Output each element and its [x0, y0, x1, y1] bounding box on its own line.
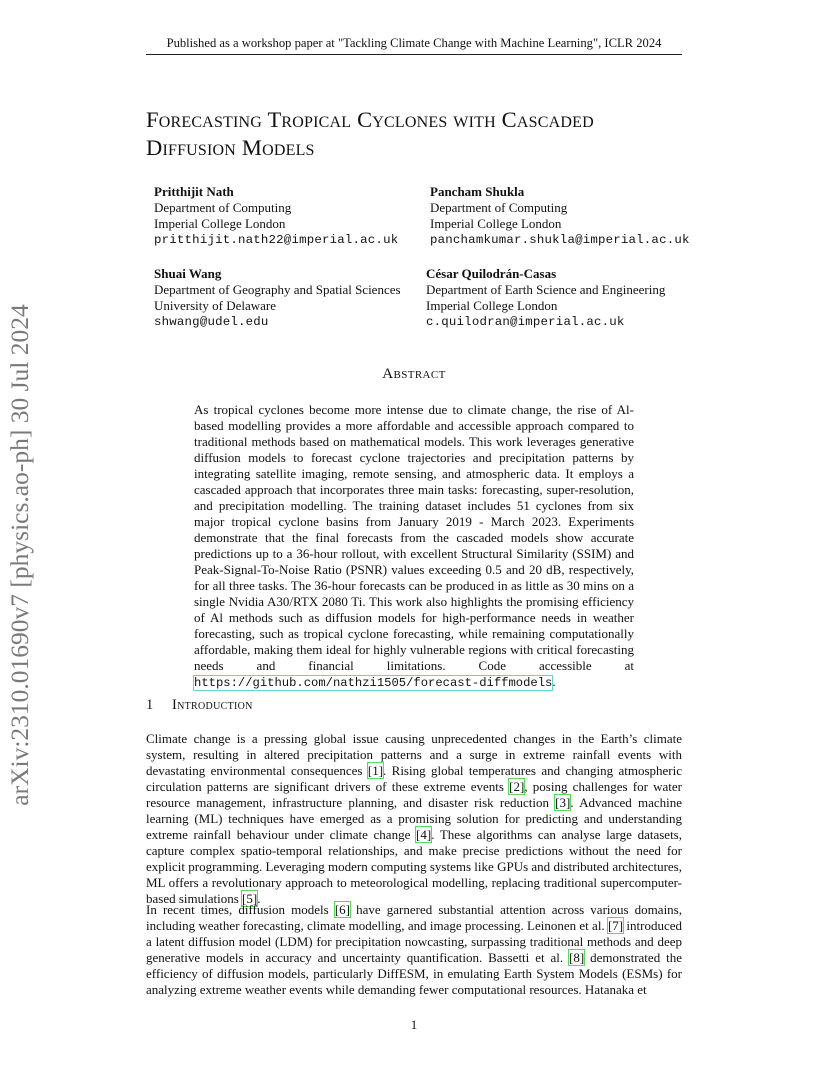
- text-run: have garnered substantial attention across various domains, including weather forecasting, climate modelling, and image processing. Leinonen et al.: [146, 902, 682, 933]
- author-email: pritthijit.nath22@imperial.ac.uk: [154, 233, 399, 247]
- author-name: Pancham Shukla: [430, 184, 525, 199]
- author-name: César Quilodrán-Casas: [426, 266, 557, 281]
- author-block: [430, 184, 690, 248]
- text-run: Climate change is a pressing global issue causing unprecedented changes in the Earth’s climate system, resulting in altered precipitation patterns and a surge in extreme rainfall events with devastating environmental consequences: [146, 731, 682, 778]
- citation-link[interactable]: [7]: [607, 918, 624, 933]
- title-line-2: Diffusion Models: [146, 135, 315, 160]
- abstract-end: .: [552, 674, 556, 689]
- text-run: demonstrated the efficiency of diffusion models, particularly DiffESM, in emulating Earth System Models (ESMs) for analyzing extreme weather events while demanding fewer computational resources. Hatanaka et: [146, 950, 682, 997]
- author-institution: Imperial College London: [154, 216, 286, 231]
- section-title: Introduction: [172, 697, 253, 713]
- code-link[interactable]: https://github.com/nathzi1505/forecast-diffmodels: [194, 676, 553, 690]
- author-department: Department of Geography and Spatial Sciences: [154, 282, 401, 297]
- header-rule: [146, 54, 682, 55]
- running-header: Published as a workshop paper at "Tackling Climate Change with Machine Learning", ICLR 2024: [166, 36, 662, 50]
- author-institution: Imperial College London: [426, 298, 558, 313]
- text-run: , posing challenges for water resource management, infrastructure planning, and disaster risk reduction: [146, 779, 683, 810]
- citation-link[interactable]: [4]: [416, 827, 432, 842]
- author-email: shwang@udel.edu: [154, 315, 269, 329]
- intro-paragraph-1: [146, 731, 682, 907]
- arxiv-identifier[interactable]: arXiv:2310.01690v7 [physics.ao-ph] 30 Jul 2024: [5, 304, 34, 806]
- author-department: Department of Computing: [430, 200, 568, 215]
- abstract-text: As tropical cyclones become more intense due to climate change, the rise of Al-based modelling provides a more affordable and accessible approach compared to traditional methods based on mathematical models. This work leverages generative diffusion models to forecast cyclone trajectories and precipitation patterns by integrating satellite imaging, remote sensing, and atmospheric data. It employs a cascaded approach that incorporates three main tasks: forecasting, super-resolution, and precipitation modelling. The training dataset includes 51 cyclones from six major tropical cyclone basins from January 2019 - March 2023. Experiments demonstrate that the final forecasts from the cascaded models show accurate predictions up to a 36-hour rollout, with excellent Structural Similarity (SSIM) and Peak-Signal-To-Noise Ratio (PSNR) values exceeding 0.5 and 20 dB, respectively, for all three tasks. The 36-hour forecasts can be produced in as little as 30 mins on a single Nvidia A30/RTX 2080 Ti. This work also highlights the promising efficiency of Al methods such as diffusion models for high-performance needs in weather forecasting, such as tropical cyclone forecasting, while remaining computationally affordable, making them ideal for highly vulnerable regions with critical forecasting needs and financial limitations. Code accessible at: [194, 402, 634, 673]
- citation-link[interactable]: [8]: [569, 950, 585, 965]
- author-institution: University of Delaware: [154, 298, 277, 313]
- text-run: introduced a latent diffusion model (LDM) for precipitation nowcasting, surpassing traditional methods and deep generative models in accuracy and uncertainty quantification. Bassetti et al.: [146, 918, 682, 965]
- text-run: In recent times, diffusion models: [146, 902, 335, 917]
- author-department: Department of Computing: [154, 200, 292, 215]
- paper-title: [146, 106, 706, 162]
- author-institution: Imperial College London: [430, 216, 562, 231]
- abstract-body: [194, 402, 634, 691]
- author-name: Pritthijit Nath: [154, 184, 234, 199]
- citation-link[interactable]: [2]: [509, 779, 525, 794]
- abstract-heading: Abstract: [382, 366, 446, 382]
- citation-link[interactable]: [1]: [367, 763, 384, 778]
- author-email: c.quilodran@imperial.ac.uk: [426, 315, 625, 329]
- page-number: 1: [410, 1017, 418, 1032]
- text-run: . Advanced machine learning (ML) techniques have emerged as a promising solution for predicting and understanding extreme rainfall behaviour under climate change: [146, 795, 682, 842]
- author-block: [426, 266, 665, 330]
- citation-link[interactable]: [6]: [334, 902, 351, 917]
- title-line-1: Forecasting Tropical Cyclones with Cascaded: [146, 107, 594, 132]
- section-number: 1: [146, 697, 154, 713]
- author-block: [154, 266, 401, 330]
- text-run: .: [257, 891, 261, 906]
- citation-link[interactable]: [5]: [242, 891, 258, 906]
- intro-paragraph-2: [146, 902, 682, 998]
- citation-link[interactable]: [3]: [555, 795, 571, 810]
- text-run: . Rising global temperatures and changing atmospheric circulation patterns are significant drivers of these extreme events: [146, 763, 682, 794]
- author-block: [154, 184, 398, 248]
- section-heading: [146, 697, 253, 714]
- text-run: . These algorithms can analyse large datasets, capture complex spatio-temporal relationships, and make precise predictions without the need for explicit programming. Leveraging modern computing systems like GPUs and distributed architectures, ML offers a revolutionary approach to meteorological modelling, replacing traditional supercomputer-based simulations: [146, 827, 682, 906]
- author-name: Shuai Wang: [154, 266, 222, 281]
- author-department: Department of Earth Science and Engineering: [426, 282, 666, 297]
- author-email: panchamkumar.shukla@imperial.ac.uk: [430, 233, 690, 247]
